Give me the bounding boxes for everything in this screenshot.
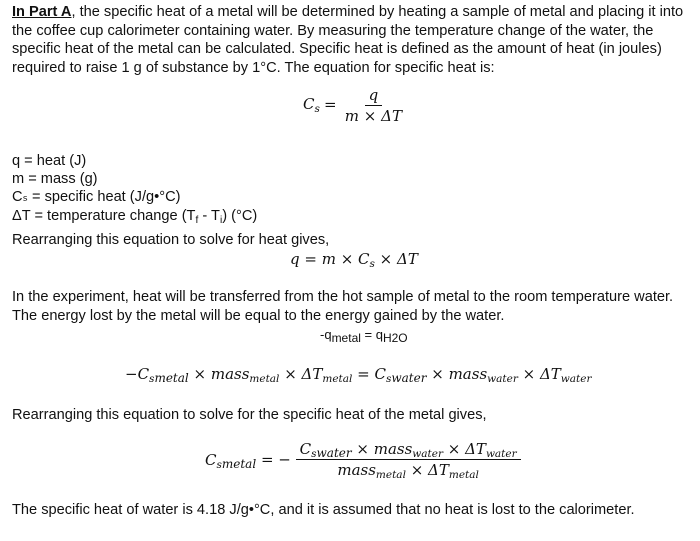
rearrange-specific-heat-text: Rearranging this equation to solve for the specific heat of the metal gives, xyxy=(12,407,487,423)
definition-q: q = heat (J) xyxy=(12,153,87,169)
definition-dt: ΔT = temperature change $(T_f - T_i)$ (°C) xyxy=(12,207,258,226)
eq1-numerator: q xyxy=(365,86,383,106)
heat-equation: $q = m \times C_s \times \Delta T$ xyxy=(290,250,418,270)
part-a-label: In Part A xyxy=(12,4,72,20)
rearrange-heat-text: Rearranging this equation to solve for heat gives, xyxy=(12,232,330,248)
definition-m: m = mass (g) xyxy=(12,171,98,188)
variable-definitions xyxy=(12,152,257,225)
experiment-paragraph: In the experiment, heat will be transferred from the hot sample of metal to the room temperature water. The energy lost by the metal will be equal to the energy gained by the water. xyxy=(12,289,674,324)
specific-heat-equation xyxy=(303,86,406,125)
eq5-lhs: $C_{smetal}$ xyxy=(205,450,257,471)
eq5-denominator: mass$_{metal}$ × $\Delta T_{metal}$ xyxy=(337,461,479,481)
intro-text: , the specific heat of a metal will be determined by heating a sample of metal and placing it into the coffee cup calorimeter containing water. By measuring the temperature change of the water, the specific heat of the metal can be calculated. Specific heat is defined as the amount of heat (in joules) required to raise 1 g of substance by 1°C. The equation for specific heat is: xyxy=(12,4,684,76)
definition-cs: Cₛ = specific heat (J/g•°C) xyxy=(12,189,181,206)
energy-balance-equation: $-q_{metal} = q_{H2O}$ xyxy=(320,327,408,345)
eq5-numerator: $C_{swater}$ × mass$_{water}$ × $\Delta T_{water}$ xyxy=(296,440,521,460)
eq5-fraction xyxy=(296,440,521,479)
eq5-equals: = − xyxy=(260,450,291,469)
metal-specific-heat-equation xyxy=(205,440,521,479)
eq1-fraction xyxy=(341,86,406,125)
intro-paragraph xyxy=(12,3,696,77)
eq1-denominator: m × ΔT xyxy=(344,107,402,125)
expanded-energy-equation: $-C_{smetal}$ × mass$_{metal}$ × $\Delta T_{metal} = C_{swater}$ × mass$_{water}$ × $\Delta T_{water}$ xyxy=(125,365,592,385)
eq1-equals: = xyxy=(324,95,337,114)
eq1-lhs: $C_s$ xyxy=(303,95,320,116)
conclusion-text: The specific heat of water is 4.18 J/g•°C, and it is assumed that no heat is lost to the calorimeter. xyxy=(12,502,635,518)
